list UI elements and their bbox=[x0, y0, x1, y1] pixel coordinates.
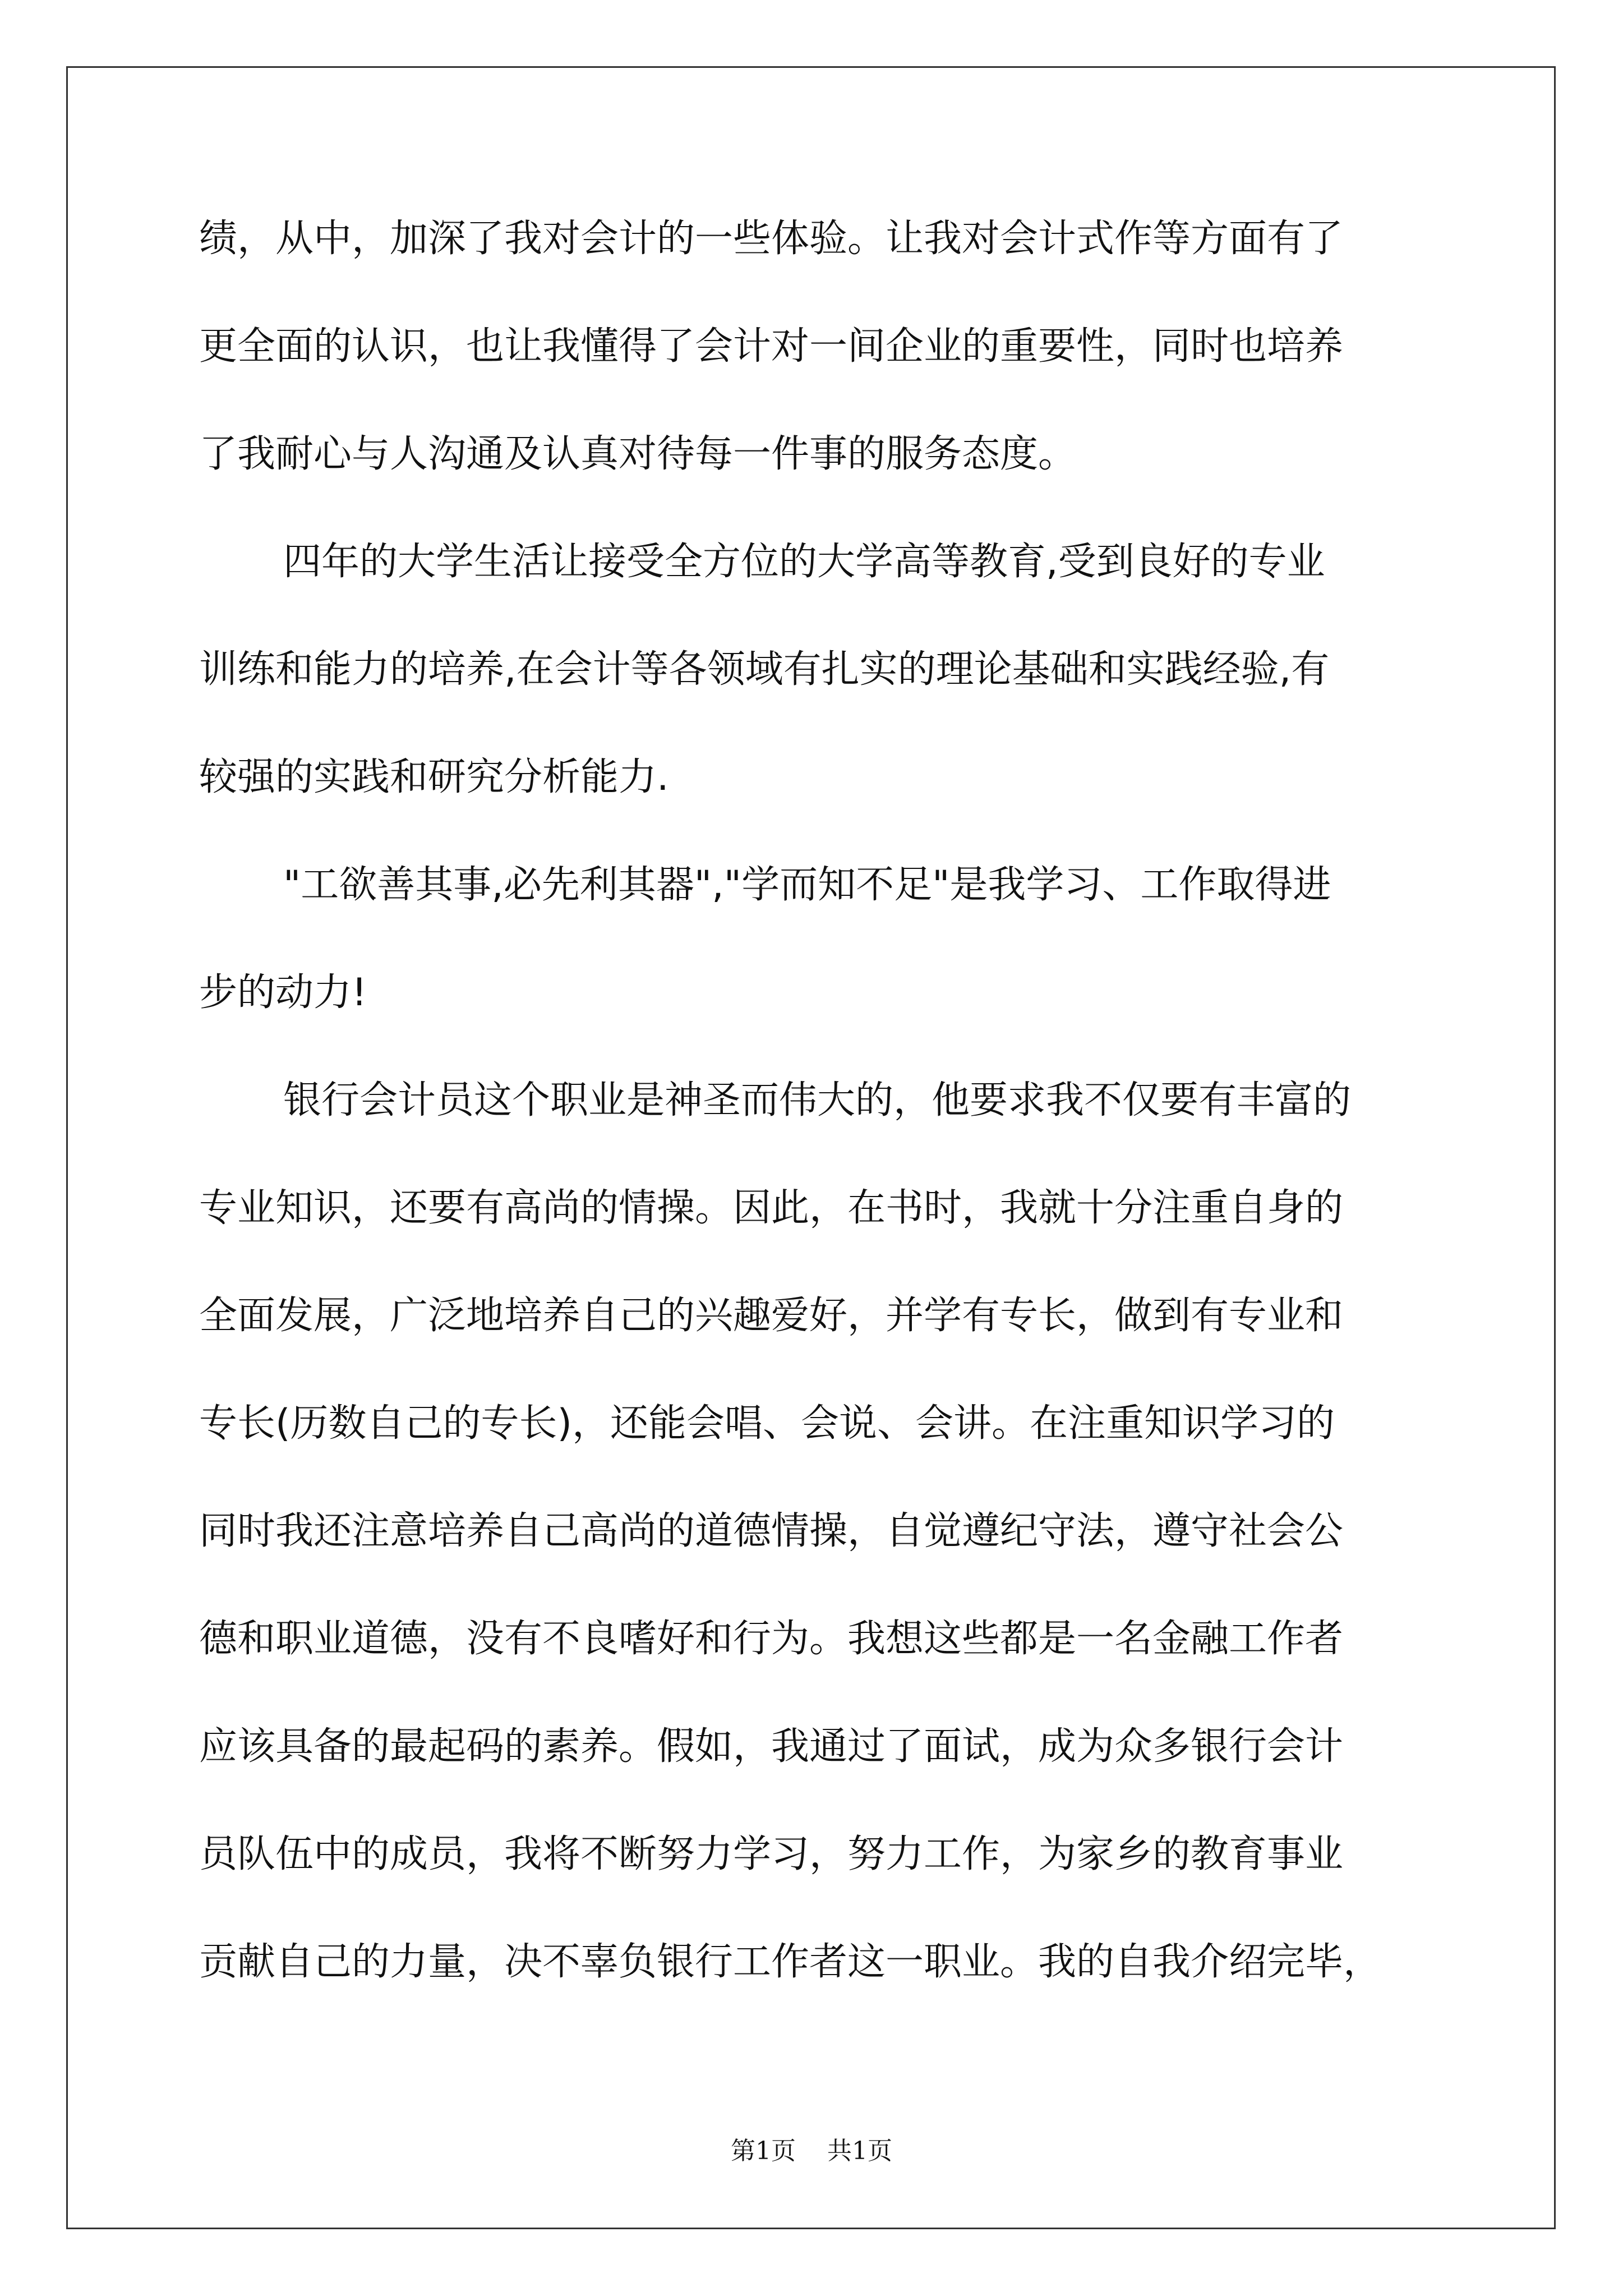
text-line: 全面发展，广泛地培养自己的兴趣爱好，并学有专长，做到有专业和 bbox=[199, 1294, 1344, 1338]
text-line: 贡献自己的力量，决不辜负银行工作者这一职业。我的自我介绍完毕， bbox=[199, 1940, 1382, 1984]
page-number: 第1页 bbox=[731, 2137, 796, 2165]
paragraph-start-line: "工欲善其事,必先利其器","学而知不足"是我学习、工作取得进 bbox=[283, 863, 1331, 907]
text-line: 应该具备的最起码的素养。假如，我通过了面试，成为众多银行会计 bbox=[199, 1724, 1344, 1769]
text-line: 了我耐心与人沟通及认真对待每一件事的服务态度。 bbox=[199, 432, 1077, 476]
page-total: 共1页 bbox=[827, 2137, 892, 2165]
text-line: 同时我还注意培养自己高尚的道德情操，自觉遵纪守法，遵守社会公 bbox=[199, 1509, 1344, 1553]
text-line: 专长(历数自己的专长)，还能会唱、会说、会讲。在注重知识学习的 bbox=[199, 1401, 1335, 1446]
page-border bbox=[66, 66, 1556, 2229]
text-line: 更全面的认识，也让我懂得了会计对一间企业的重要性，同时也培养 bbox=[199, 324, 1344, 369]
text-line: 绩，从中，加深了我对会计的一些体验。让我对会计式作等方面有了 bbox=[199, 217, 1344, 261]
paragraph-start-line: 四年的大学生活让接受全方位的大学高等教育,受到良好的专业 bbox=[283, 540, 1325, 584]
text-line: 德和职业道德，没有不良嗜好和行为。我想这些都是一名金融工作者 bbox=[199, 1617, 1344, 1661]
text-line: 训练和能力的培养,在会计等各领域有扎实的理论基础和实践经验,有 bbox=[199, 647, 1330, 692]
paragraph-start-line: 银行会计员这个职业是神圣而伟大的，他要求我不仅要有丰富的 bbox=[283, 1078, 1352, 1122]
text-line: 员队伍中的成员，我将不断努力学习，努力工作，为家乡的教育事业 bbox=[199, 1832, 1344, 1876]
text-line: 较强的实践和研究分析能力. bbox=[199, 755, 669, 799]
page-footer bbox=[0, 2134, 1623, 2168]
text-line: 步的动力! bbox=[199, 970, 367, 1015]
text-line: 专业知识，还要有高尚的情操。因此，在书时，我就十分注重自身的 bbox=[199, 1186, 1344, 1230]
